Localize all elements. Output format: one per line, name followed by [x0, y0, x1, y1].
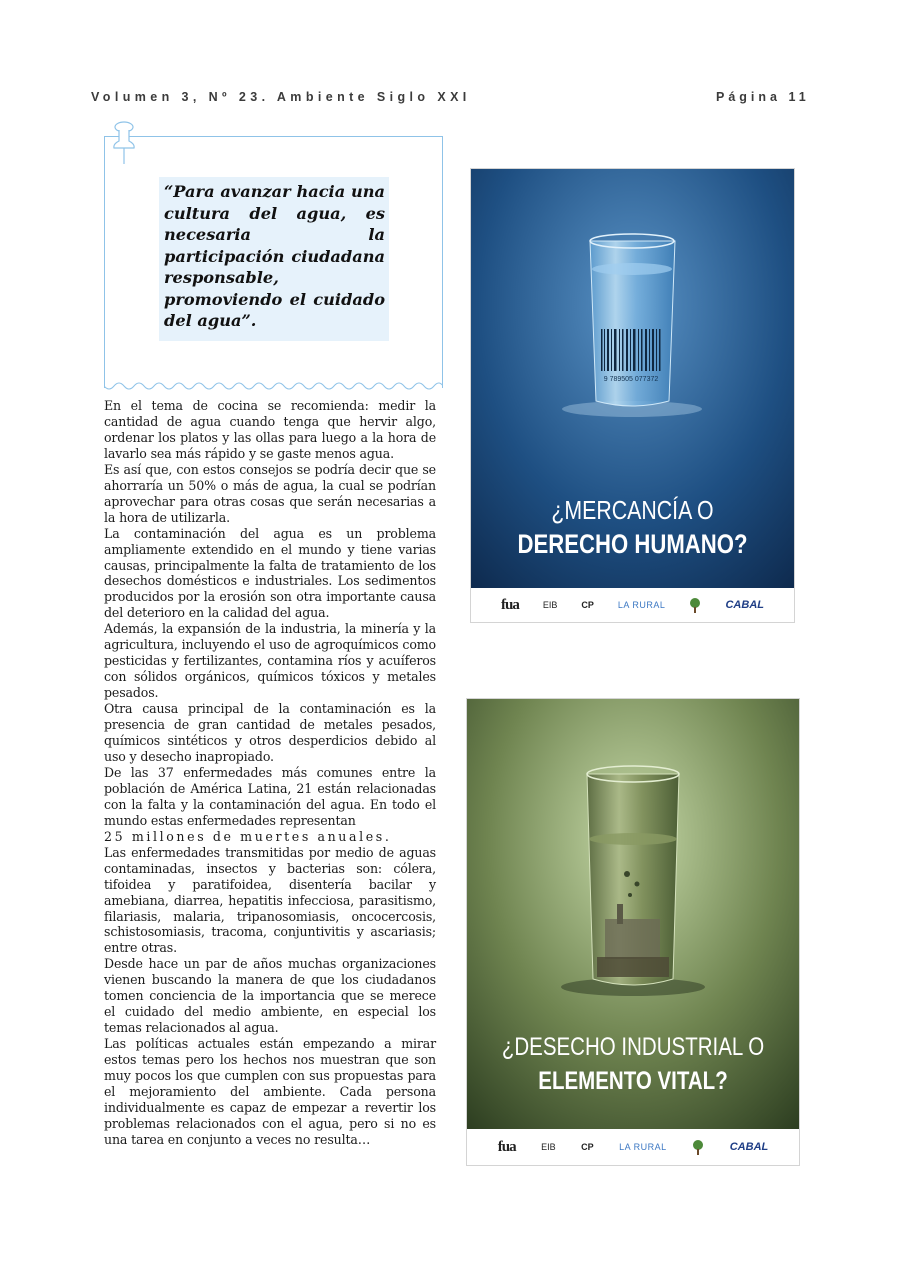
sponsor-logo-cp: CP: [581, 1142, 594, 1152]
sponsor-logo-la-rural: LA RURAL: [617, 600, 666, 610]
sponsor-logo-eib: EIB: [542, 600, 558, 610]
sponsor-logo-la-rural: LA RURAL: [619, 1142, 667, 1152]
sponsor-logo-cabal: CABAL: [725, 599, 764, 611]
paragraph: Desde hace un par de años muchas organizaciones vienen buscando la manera de que los ciudadanos tomen conciencia de la importancia que se merece el cuidado del medio ambiente, en especial los temas relacionados al agua.: [104, 956, 436, 1036]
poster-line-2: DERECHO HUMANO?: [517, 529, 748, 559]
sponsor-logo-cabal: CABAL: [729, 1141, 769, 1153]
article-body: [104, 398, 436, 1148]
running-header-page-number: Página 11: [716, 90, 810, 104]
poster-desecho: [466, 698, 800, 1166]
paragraph: Las políticas actuales están empezando a mirar estos temas pero los hechos nos muestran que son muy pocos los que cumplen con sus propuestas para el mejoramiento del ambiente. Cada persona individualmente es capaz de empezar a revertir los problemas relacionados con el agua, pero si no es una tarea en conjunto a veces no resulta…: [104, 1036, 436, 1147]
paragraph: De las 37 enfermedades más comunes entre la población de América Latina, 21 están relacionadas con la falta y la contaminación del agua. En todo el mundo estas enfermedades representan: [104, 764, 436, 828]
poster-mercancia: [470, 168, 795, 623]
pull-quote: “Para avanzar hacia una cultura del agua, es necesaria la participación ciudadana responsable, promoviendo el cuidado del agua”.: [159, 177, 389, 341]
poster-line-1: ¿MERCANCÍA O: [551, 495, 714, 525]
paragraph-emphasis: 25 millones de muertes anuales.: [104, 828, 392, 844]
sponsor-logo-fua: fua: [501, 596, 519, 613]
pushpin-icon: [109, 119, 139, 167]
paragraph: Además, la expansión de la industria, la minería y la agricultura, incluyendo el uso de agroquímicos como pesticidas y fertilizantes, contamina ríos y acuíferos con sólidos orgánicos, químicos tóxicos y metales pesados.: [104, 621, 436, 701]
paragraph: La contaminación del agua es un problema ampliamente extendido en el mundo y tiene varias causas, principalmente la falta de tratamiento de los desechos domésticos e industriales. Los sedimentos producidos por la erosión son otra importante causa del deterioro en la calidad del agua.: [104, 525, 436, 621]
paragraph: En el tema de cocina se recomienda: medir la cantidad de agua cuando tenga que hervir algo, ordenar los platos y las ollas para luego a la hora de lavarlo sea más rápido y se gaste menos agua.: [104, 398, 436, 461]
sponsor-logo-eib: EIB: [541, 1142, 556, 1152]
sponsor-logo-cp: CP: [581, 600, 594, 610]
tree-logo-icon: [689, 597, 701, 613]
tree-logo-icon: [692, 1139, 704, 1155]
note-torn-edge: [104, 382, 443, 394]
sponsor-logo-fua: fua: [497, 1138, 516, 1155]
paragraph: Es así que, con estos consejos se podría decir que se ahorraría un 50% o más de agua, la cual se podrían aprovechar para otras cosas que serán necesarias a la hora de utilizarla.: [104, 461, 436, 525]
barcode-number: 9 789505 077372: [603, 376, 659, 383]
running-header-publication: Volumen 3, Nº 23. Ambiente Siglo XXI: [91, 90, 471, 104]
sponsor-logo-strip: [467, 1129, 799, 1165]
paragraph: Las enfermedades transmitidas por medio de aguas contaminadas, insectos y bacterias son: cólera, tifoidea y paratifoidea, disentería bacilar y amebiana, diarrea, hepatitis infecciosa, parasitismo, filariasis, malaria, tripanosomiasis, oncocercosis, schistosomiasis, tracoma, conjuntivitis y ascariasis; entre otras.: [104, 844, 436, 956]
paragraph: Otra causa principal de la contaminación es la presencia de gran cantidad de metales pesados, químicos sintéticos y otros desperdicios debido al uso y desecho inapropiado.: [104, 701, 436, 764]
sponsor-logo-strip: [471, 588, 794, 622]
poster-line-2: ELEMENTO VITAL?: [538, 1067, 728, 1095]
poster-line-1: ¿DESECHO INDUSTRIAL O: [501, 1033, 765, 1061]
